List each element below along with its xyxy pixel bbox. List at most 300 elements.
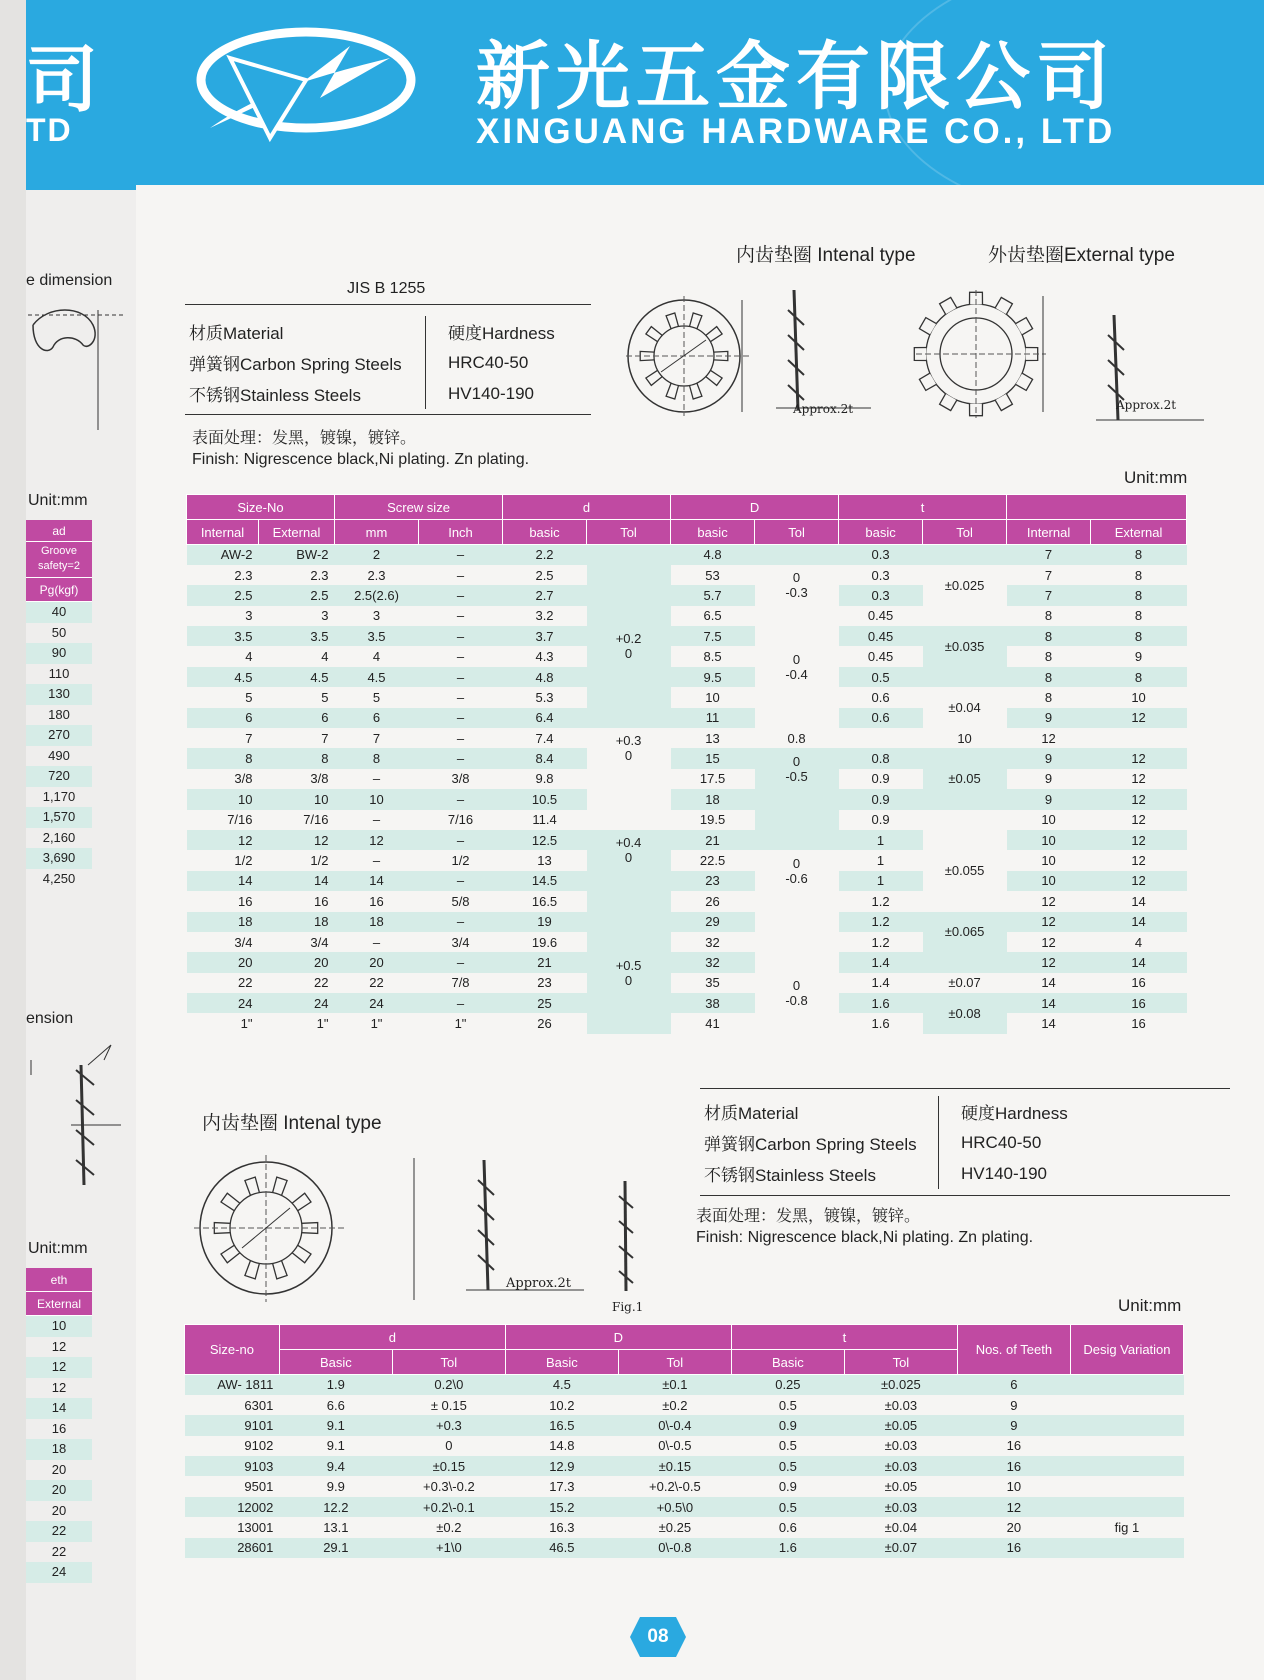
table-cell: 32 (705, 955, 720, 970)
col-group-t: t (839, 495, 1007, 520)
material-table-bottom-rule (185, 414, 591, 415)
table-cell: 16 (1131, 975, 1146, 991)
table-cell: ±0.15 (658, 1458, 692, 1474)
t-tol-cell (923, 667, 1007, 687)
table-cell: 6.5 (703, 608, 722, 624)
table-cell: 5/8 (451, 893, 470, 909)
d-tol-cell (587, 830, 671, 871)
internal-washer-drawing-2 (194, 1150, 454, 1310)
D-tol-cell (755, 850, 839, 891)
table-cell: 3.5 (367, 628, 386, 644)
table-cell: 17.3 (549, 1479, 575, 1495)
table-cell: ±0.04 (884, 1519, 918, 1535)
table-cell: 10 (1041, 812, 1056, 828)
table-cell: 9.1 (326, 1417, 345, 1433)
table-cell: 9.5 (703, 669, 722, 685)
D-tol-cell-lower: -0.4 (785, 666, 808, 682)
table-cell: – (456, 608, 465, 624)
table-cell: 1 (876, 873, 885, 889)
left-page-value: 22 (26, 1521, 92, 1542)
table-cell: 0\-0.4 (658, 1417, 692, 1433)
table-cell: 6.6 (326, 1397, 345, 1413)
table-cell: ±0.03 (884, 1458, 918, 1474)
table-cell: 3.5 (310, 628, 329, 644)
table-row (187, 871, 1187, 891)
table-cell: 14.5 (531, 873, 558, 889)
table-row (187, 585, 1187, 605)
table-cell: ±0.15 (432, 1458, 466, 1474)
internal-type-caption-2: 内齿垫圈 Intenal type (202, 1113, 382, 1134)
left-page-value: 4,250 (42, 870, 76, 886)
left-page-col-header: eth (26, 1268, 92, 1292)
finish-en-2: Finish: Nigrescence black,Ni plating. Zn plating. (696, 1229, 1034, 1246)
subheader-basic: Basic (731, 1350, 844, 1375)
book-spine (0, 0, 26, 1680)
table-cell: 10.2 (549, 1397, 575, 1413)
D-tol-cell-lower: -0.6 (785, 870, 808, 886)
table-cell: ±0.07 (884, 1540, 918, 1556)
table-cell: 4 (321, 649, 329, 665)
table-row (185, 1476, 1184, 1496)
table-cell: 8 (1134, 567, 1143, 583)
D-tol-cell-upper: 0 (792, 570, 801, 586)
table-cell: 38 (705, 995, 720, 1011)
material-header: 材质Material (189, 324, 284, 343)
table-cell: 24 (314, 995, 329, 1011)
table-cell: 2.5 (234, 587, 253, 603)
table-cell: ±0.05 (884, 1417, 918, 1433)
table-cell: +1\0 (436, 1540, 462, 1556)
table-row (185, 1415, 1184, 1435)
table-cell: 0.5 (871, 669, 890, 685)
table-cell: 3/4 (234, 934, 253, 950)
d-tol-cell-lower: 0 (624, 748, 633, 764)
table-cell: 13001 (237, 1519, 274, 1535)
table-cell: 2.3 (234, 567, 253, 583)
table-cell: 9 (1044, 751, 1053, 767)
table-cell: – (456, 587, 465, 603)
table-cell: 16 (1006, 1458, 1022, 1474)
table-row (187, 789, 1187, 809)
table-cell: 3.7 (535, 628, 554, 644)
table-cell (1070, 1538, 1183, 1558)
table-cell: 4 (245, 649, 253, 665)
subheader-basic: Basic (279, 1350, 392, 1375)
left-page-value: 20 (51, 1461, 67, 1477)
material-table-2-bottom-rule (700, 1195, 1230, 1196)
table-cell: 6 (321, 710, 329, 726)
col-group-screw-size: Screw size (335, 495, 503, 520)
table-cell: 23 (537, 975, 552, 991)
table-cell: 9.1 (326, 1438, 345, 1454)
table-cell: 1.2 (871, 893, 890, 909)
table-cell: 9.9 (326, 1479, 345, 1495)
table-cell: 28601 (237, 1540, 274, 1556)
table-cell: 4.5 (552, 1377, 571, 1393)
subheader-basic: basic (839, 520, 923, 545)
D-tol-cell (755, 748, 839, 789)
table-cell: 12 (1131, 710, 1146, 726)
table-cell: 3 (245, 608, 253, 624)
table-cell: 9 (1010, 1417, 1018, 1433)
table-cell (1070, 1456, 1183, 1476)
table-cell: 13.1 (323, 1519, 349, 1535)
material-header-2: 材质Material (704, 1104, 799, 1123)
material-table-1 (185, 316, 555, 409)
left-page-unit: Unit:mm (28, 492, 88, 509)
table-cell: 3.5 (234, 628, 253, 644)
left-page-value: 18 (26, 1439, 92, 1460)
left-page-ltd-fragment: TD (26, 112, 73, 148)
table-row (185, 1436, 1184, 1456)
table-row (187, 626, 1187, 646)
table-cell: 14 (314, 873, 329, 889)
left-page-column-2 (26, 1268, 92, 1583)
table-row (187, 1013, 1187, 1033)
table-cell: 7 (1044, 567, 1053, 583)
table-cell: 0\-0.8 (658, 1540, 692, 1556)
table-row (187, 769, 1187, 789)
subheader-inch: Inch (419, 520, 503, 545)
table-cell: 12.2 (323, 1499, 349, 1515)
table-row (187, 667, 1187, 687)
company-name-cn: 新光五金有限公司 (476, 34, 1116, 120)
table-cell: ±0.2 (436, 1519, 462, 1535)
table-cell: 8 (1134, 547, 1143, 563)
table-cell: 9 (1044, 710, 1053, 726)
fig1-section-drawing (611, 1176, 641, 1296)
table-row (187, 810, 1187, 830)
internal-washer-section (776, 280, 876, 420)
table-cell: 3 (321, 608, 329, 624)
table-cell: BW-2 (296, 547, 329, 563)
d-tol-cell (587, 871, 671, 953)
approx-label-3: Approx.2t (506, 1276, 572, 1291)
d-tol-cell-upper: +0.5 (615, 957, 642, 973)
table-cell: 16.5 (531, 893, 558, 909)
table-cell: – (456, 649, 465, 665)
table-cell: 7/16 (447, 812, 474, 828)
table-cell: 11.4 (532, 812, 557, 828)
table-cell: +0.5\0 (656, 1499, 694, 1515)
table-row (187, 728, 1187, 748)
table-cell: – (456, 751, 465, 767)
left-page-column (26, 520, 92, 889)
table-cell: +0.2\-0.5 (649, 1479, 701, 1495)
table-cell: 0.8 (787, 730, 806, 746)
table-cell: 6.4 (535, 710, 554, 726)
table-cell: 13 (537, 853, 552, 869)
table-cell: 10 (1006, 1479, 1022, 1495)
material-carbon-steel: 弹簧钢Carbon Spring Steels (189, 355, 402, 374)
t-tol-cell (923, 952, 1007, 972)
t-tol-cell (923, 810, 1007, 851)
table-cell: 4.3 (535, 649, 554, 665)
table-cell: 14.8 (549, 1438, 575, 1454)
table-cell: 9 (1134, 649, 1143, 665)
table-cell: 3/8 (234, 771, 253, 787)
page-header (136, 0, 1264, 185)
D-tol-cell (755, 545, 839, 565)
table-cell: 9 (1044, 771, 1053, 787)
table-cell: 1 (876, 853, 885, 869)
table-cell: 12 (369, 832, 384, 848)
left-page-washer-section-drawing (26, 1040, 136, 1190)
table-cell: 9103 (244, 1458, 274, 1474)
left-page-value: 12 (51, 1338, 67, 1354)
table-cell: 10 (705, 689, 720, 705)
left-page-value: 490 (48, 747, 70, 763)
D-tol-cell (755, 1013, 839, 1033)
left-page-value: 20 (26, 1480, 92, 1501)
col-group-teeth (1007, 495, 1187, 520)
table-cell: 12 (1131, 853, 1146, 869)
t-tol-cell (923, 748, 1007, 809)
table-cell: 0.9 (778, 1479, 797, 1495)
table-cell: 1" (316, 1016, 329, 1032)
table-cell: 8.5 (703, 649, 722, 665)
d-tol-cell-lower: 0 (624, 850, 633, 866)
table-cell: 7/16 (227, 812, 253, 828)
finish-cn: 表面处理：发黑，镀镍，镀锌。 (192, 430, 417, 447)
table-cell: AW- 1811 (217, 1377, 274, 1393)
table-row (185, 1497, 1184, 1517)
table-cell (1070, 1476, 1183, 1496)
table-cell: ±0.03 (884, 1397, 918, 1413)
table-cell: ± 0.15 (430, 1397, 467, 1413)
table-cell: – (372, 771, 381, 787)
D-tol-cell-lower: -0.3 (785, 585, 808, 601)
table-cell: 16 (1131, 1016, 1146, 1032)
left-page-col-header: ad (26, 520, 92, 542)
table-row (187, 565, 1187, 585)
internal-type-caption: 内齿垫圈 Intenal type (736, 245, 916, 266)
table-cell: 53 (705, 567, 720, 583)
table-cell: 10 (369, 791, 384, 807)
table-cell: – (456, 567, 465, 583)
left-page-value: 12 (26, 1357, 92, 1378)
table-cell: 8 (1044, 689, 1053, 705)
table-cell: ±0.05 (884, 1479, 918, 1495)
table-cell: 12 (1131, 832, 1146, 848)
washer-size-table-2 (184, 1324, 1184, 1558)
table-cell: 0.9 (778, 1417, 797, 1433)
table-row (185, 1538, 1184, 1558)
table-cell: +0.3\-0.2 (423, 1479, 475, 1495)
t-tol-cell-upper: ±0.035 (944, 638, 985, 654)
material-stainless-steel: 不锈钢Stainless Steels (189, 386, 361, 405)
table-cell: 4.8 (703, 547, 722, 563)
table-cell: 9101 (244, 1417, 274, 1433)
table-cell: 35 (705, 975, 720, 991)
hardness-stainless-steel: HV140-190 (425, 378, 534, 409)
d-tol-cell (587, 626, 671, 667)
t-tol-cell-upper: ±0.05 (948, 771, 981, 787)
d-tol-cell-lower: 0 (624, 646, 633, 662)
table-cell: 22 (369, 975, 384, 991)
t-tol-cell (923, 687, 1007, 728)
table-cell: 5.7 (703, 587, 722, 603)
table-cell: 8 (1044, 608, 1053, 624)
table-cell: 15.2 (549, 1499, 575, 1515)
table-cell: 9.8 (535, 771, 554, 787)
table-cell: 10 (238, 791, 253, 807)
table-cell: ±0.03 (884, 1499, 918, 1515)
left-page-value: 1,170 (42, 788, 76, 804)
table-cell: 9 (1010, 1397, 1018, 1413)
table-cell: 3/4 (310, 934, 329, 950)
t-tol-cell-upper: ±0.065 (944, 924, 985, 940)
table-cell: 22 (238, 975, 253, 991)
table-cell: AW-2 (220, 547, 253, 563)
approx-label-1: Approx.2t (793, 402, 854, 416)
table-cell: 0.3 (871, 587, 890, 603)
table-cell: 16 (1131, 995, 1146, 1011)
D-tol-cell-lower: -0.8 (785, 993, 808, 1009)
d-tol-cell (587, 993, 671, 1034)
d-tol-cell-upper: +0.4 (615, 835, 642, 851)
material-table-2-top-rule (700, 1088, 1230, 1089)
D-tol-cell (755, 565, 839, 606)
left-page-value: 20 (51, 1502, 67, 1518)
company-name-en: XINGUANG HARDWARE CO., LTD (476, 112, 1116, 151)
table-cell: 8 (1044, 669, 1053, 685)
col-group-D-2: D (505, 1325, 731, 1350)
left-page-value: 180 (48, 706, 70, 722)
left-page-value: 720 (26, 766, 92, 787)
table-cell: 22.5 (699, 853, 726, 869)
table-cell: 0.2\0 (434, 1377, 464, 1393)
table-cell: 2 (372, 547, 381, 563)
material-table-2 (700, 1096, 1068, 1189)
left-page-value: 16 (51, 1420, 67, 1436)
D-tol-cell (755, 789, 839, 850)
D-tol-cell-upper: 0 (792, 855, 801, 871)
left-page-col-header: Pg(kgf) (26, 578, 92, 602)
table-cell: 24 (369, 995, 384, 1011)
table-row (187, 606, 1187, 626)
table-cell: 21 (705, 832, 720, 848)
table-cell (1070, 1497, 1183, 1517)
table-cell: 8.4 (535, 751, 554, 767)
table-cell: 10 (1041, 832, 1056, 848)
table-cell: 7.4 (535, 730, 554, 746)
table-cell: 12 (1131, 751, 1146, 767)
D-tol-cell-upper: 0 (792, 651, 801, 667)
table-cell: 10 (1041, 853, 1056, 869)
left-page-value: 50 (51, 624, 67, 640)
table-row (185, 1395, 1184, 1415)
subheader-internal: Internal (1007, 520, 1091, 545)
table-cell: – (456, 730, 465, 746)
table-cell: +0.3 (436, 1417, 462, 1433)
D-tol-cell (755, 606, 839, 647)
finish-note-2 (696, 1206, 1033, 1248)
table-cell: 0.25 (775, 1377, 801, 1393)
subheader-external: External (259, 520, 335, 545)
table-row (187, 993, 1187, 1013)
table-cell: 7 (372, 730, 381, 746)
table-cell: 10 (1041, 873, 1056, 889)
t-tol-cell (923, 626, 1007, 667)
table-cell: 9 (1044, 791, 1053, 807)
subheader-tol: Tol (618, 1350, 731, 1375)
left-page-value: 110 (48, 665, 70, 681)
table-cell: 2.3 (310, 567, 329, 583)
table-cell: 7 (321, 730, 329, 746)
col-group-d: d (503, 495, 671, 520)
table-cell: 12 (1131, 791, 1146, 807)
table-row (187, 646, 1187, 666)
table-cell: 8 (1044, 649, 1053, 665)
table-cell: – (456, 710, 465, 726)
D-tol-cell (755, 973, 839, 1014)
table-cell: 4.5 (234, 669, 253, 685)
table-cell: 16 (1006, 1540, 1022, 1556)
table-cell: 4.8 (535, 669, 554, 685)
table-row (187, 687, 1187, 707)
left-page-title-fragment: 司 (26, 38, 99, 122)
table-cell: 41 (705, 1016, 720, 1032)
table-cell: 20 (238, 955, 253, 970)
table-cell: 15 (705, 751, 720, 767)
table-cell: 3 (372, 608, 381, 624)
table-cell (1070, 1395, 1183, 1415)
table-cell: 0.5 (778, 1499, 797, 1515)
table-cell: ±0.03 (884, 1438, 918, 1454)
table-cell: 0.45 (867, 649, 894, 665)
left-page-value: 40 (26, 602, 92, 623)
col-size-no: Size-no (185, 1325, 280, 1375)
left-page-value: 1,570 (26, 807, 92, 828)
t-tol-cell-upper: ±0.07 (948, 975, 981, 991)
table-cell: 12 (1131, 812, 1146, 828)
table-cell: 1" (454, 1016, 467, 1032)
table-cell: 46.5 (549, 1540, 575, 1556)
t-tol-cell (923, 912, 1007, 953)
D-tol-cell (755, 687, 839, 728)
table-cell: 1" (370, 1016, 383, 1032)
table-cell: 0.6 (871, 710, 890, 726)
table-cell (1070, 1375, 1183, 1395)
left-page-dimension-label: e dimension (26, 272, 113, 289)
table-cell: 5 (372, 689, 381, 705)
table-cell: 14 (1041, 995, 1056, 1011)
left-page-value: 3,690 (26, 848, 92, 869)
left-page-ension-label: ension (26, 1010, 74, 1027)
table-cell: 1/2 (234, 853, 253, 869)
table-cell: 2.5 (535, 567, 554, 583)
left-page-col-header: External (26, 1292, 92, 1316)
table-cell: +0.2\-0.1 (423, 1499, 475, 1515)
table-cell: 29.1 (323, 1540, 349, 1556)
table-cell: – (456, 995, 465, 1011)
left-page-value: 22 (51, 1543, 67, 1559)
t-tol-cell (839, 728, 923, 748)
table-cell: 6 (372, 710, 381, 726)
table-cell: 16 (314, 893, 329, 909)
subheader-tol: Tol (392, 1350, 505, 1375)
table-cell: 0.8 (871, 751, 890, 767)
table-row (187, 932, 1187, 952)
left-page-value: 90 (26, 643, 92, 664)
table-cell: 1.2 (871, 934, 890, 950)
t-tol-cell (923, 993, 1007, 1034)
table-cell: 7.5 (703, 628, 722, 644)
table-row (187, 545, 1187, 565)
table-cell: 8 (1044, 628, 1053, 644)
table-cell: 9501 (244, 1479, 274, 1495)
